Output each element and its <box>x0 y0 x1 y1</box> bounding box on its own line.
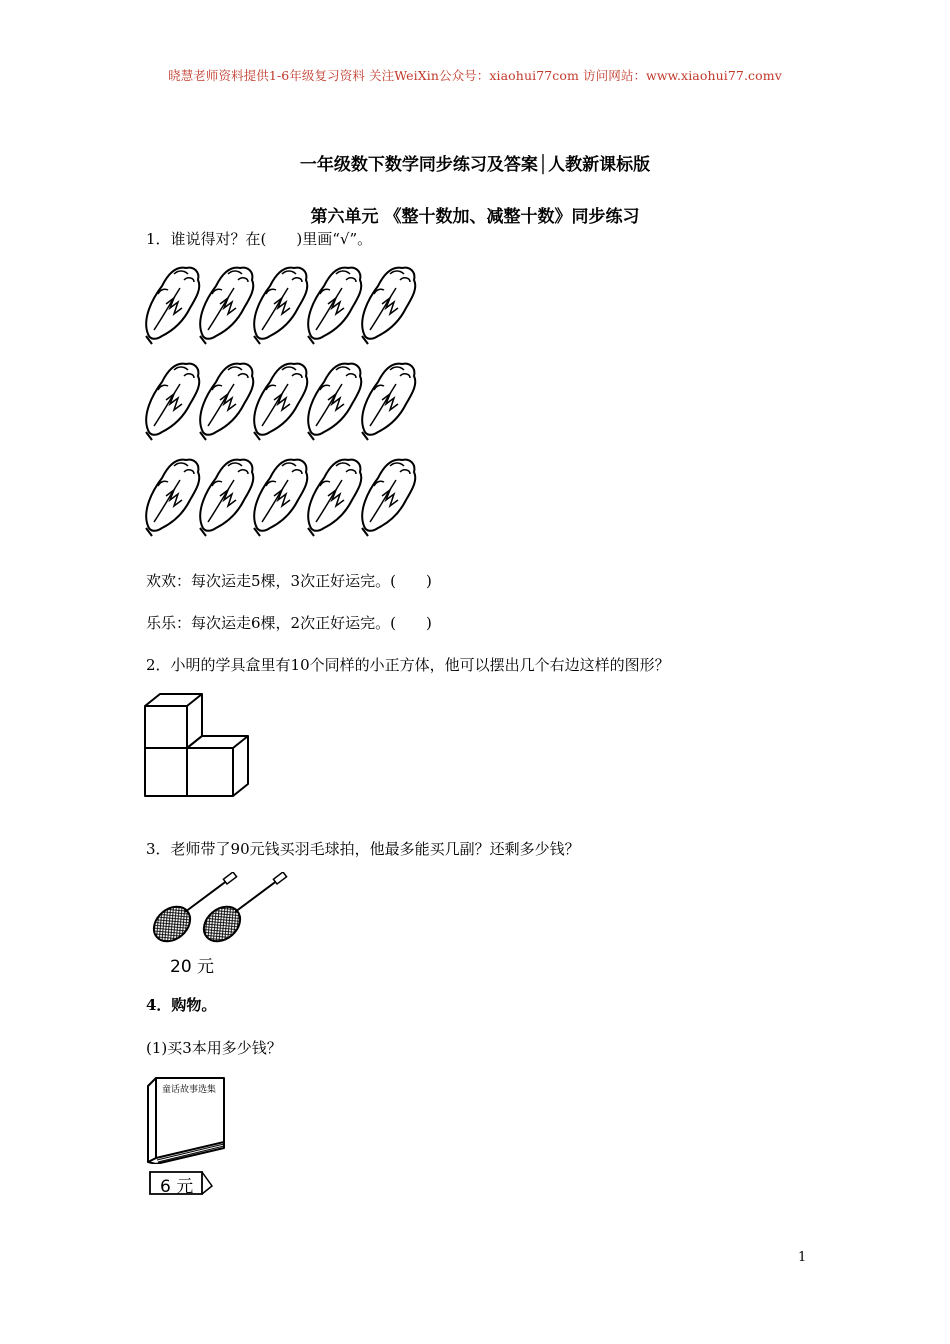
racket-price-label: 20 元 <box>170 957 215 977</box>
q1-huanhuan-statement: 欢欢：每次运走5棵，3次正好运完。( ) <box>146 572 432 590</box>
cabbage-icon <box>254 460 307 536</box>
page-header: 晓慧老师资料提供1-6年级复习资料 关注WeiXin公众号：xiaohui77com 访问网站：www.xiaohui77.comv <box>168 68 782 83</box>
book-price-label: 6 元 <box>160 1177 194 1197</box>
cabbage-icon <box>200 460 253 536</box>
q4-heading: 4．购物。 <box>146 996 217 1014</box>
cabbage-icon <box>146 460 199 536</box>
q1-question: 1．谁说得对？在( )里画“√”。 <box>146 230 373 248</box>
cabbage-icon <box>200 268 253 344</box>
badminton-rackets-image <box>140 872 290 944</box>
cabbage-icon <box>200 364 253 440</box>
cabbage-icon <box>362 364 415 440</box>
q2-question: 2．小明的学具盒里有10个同样的小正方体，他可以摆出几个右边这样的图形？ <box>146 656 670 674</box>
racket-icon <box>197 872 287 944</box>
book-title: 童话故事选集 <box>162 1085 217 1095</box>
cabbage-icon <box>254 268 307 344</box>
q1-lele-statement: 乐乐：每次运走6棵，2次正好运完。( ) <box>146 614 432 632</box>
document-title: 一年级数下数学同步练习及答案│人教新课标版 <box>299 155 651 175</box>
cabbage-icon <box>308 364 361 440</box>
cube-figure-image <box>140 690 252 802</box>
cabbage-icon <box>254 364 307 440</box>
cabbage-icon <box>308 460 361 536</box>
cabbage-icon <box>146 364 199 440</box>
cabbage-icon <box>308 268 361 344</box>
cabbage-icon <box>362 268 415 344</box>
cabbage-icon <box>362 460 415 536</box>
cabbage-grid-image <box>140 262 430 544</box>
page-number: 1 <box>798 1250 807 1265</box>
document-subtitle: 第六单元 《整十数加、减整十数》同步练习 <box>310 207 640 227</box>
q3-question: 3．老师带了90元钱买羽毛球拍，他最多能买几副？还剩多少钱？ <box>146 840 580 858</box>
q4-sub1-question: (1)买3本用多少钱？ <box>146 1039 282 1057</box>
cabbage-icon <box>146 268 199 344</box>
